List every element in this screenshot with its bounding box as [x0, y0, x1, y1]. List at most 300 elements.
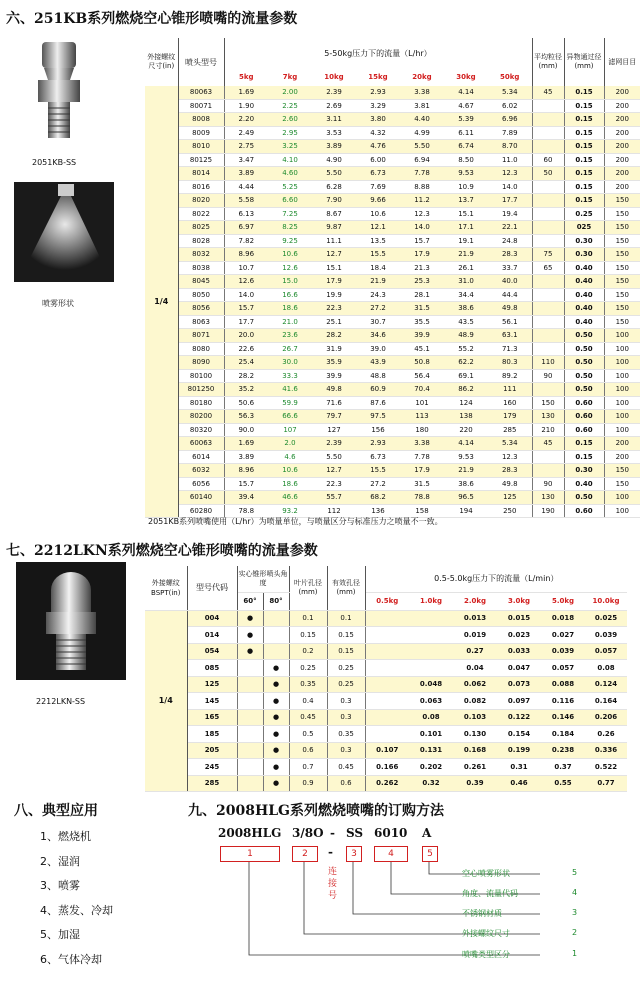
value-cell: 7.82	[224, 234, 268, 248]
model-cell: 80100	[178, 369, 224, 383]
value-cell: 49.8	[312, 383, 356, 397]
connector-label: 连接号	[328, 867, 338, 901]
value-cell: 30.0	[268, 356, 312, 370]
value-cell: 24.8	[488, 234, 532, 248]
angle-marker-cell	[237, 726, 263, 743]
value-cell: 210	[532, 423, 564, 437]
value-cell: 0.15	[289, 627, 327, 644]
pressure-header: 10kg	[312, 68, 356, 86]
value-cell: 10.9	[444, 180, 488, 194]
order-legend-text: 角度、流量代码	[462, 889, 518, 898]
model-code-cell: 285	[187, 775, 237, 792]
value-cell: 38.6	[444, 477, 488, 491]
table-row	[145, 315, 640, 329]
model-cell: 8080	[178, 342, 224, 356]
value-cell: 3.11	[312, 113, 356, 127]
value-cell: 0.168	[453, 742, 497, 759]
value-cell: 0.048	[409, 676, 453, 693]
model-cell: 8008	[178, 113, 224, 127]
value-cell: 9.25	[268, 234, 312, 248]
model-cell: 8090	[178, 356, 224, 370]
value-cell: 0.6	[327, 775, 365, 792]
value-cell: 0.116	[541, 693, 585, 710]
table-row	[145, 464, 640, 478]
angle-marker-cell: ●	[263, 660, 289, 677]
value-cell	[365, 676, 409, 693]
value-cell: 0.25	[564, 207, 604, 221]
value-cell: 0.097	[497, 693, 541, 710]
table-row	[145, 113, 640, 127]
value-cell: 7.25	[268, 207, 312, 221]
angle-marker-cell: ●	[263, 676, 289, 693]
value-cell: 56.3	[224, 410, 268, 424]
value-cell: 9.53	[444, 450, 488, 464]
value-cell: 38.6	[444, 302, 488, 316]
value-cell: 0.103	[453, 709, 497, 726]
value-cell: 26.1	[444, 261, 488, 275]
pressure-header: 0.5kg	[365, 592, 409, 610]
photo-caption-2051kb: 2051KB-SS	[32, 158, 77, 167]
value-cell: 3.38	[400, 86, 444, 99]
pressure-header: 5.0kg	[541, 592, 585, 610]
value-cell: 18.4	[356, 261, 400, 275]
value-cell: 1.69	[224, 437, 268, 451]
value-cell: 0.60	[564, 396, 604, 410]
photo-caption-2212lkn: 2212LKN-SS	[36, 697, 86, 706]
flow-table-2212lkn	[145, 566, 627, 792]
order-box-5: 5	[422, 846, 438, 862]
value-cell: 0.31	[497, 759, 541, 776]
pressure-header: 15kg	[356, 68, 400, 86]
table-row	[145, 759, 627, 776]
value-cell: 3.89	[224, 450, 268, 464]
value-cell: 0.37	[541, 759, 585, 776]
model-cell: 8014	[178, 167, 224, 181]
value-cell	[365, 660, 409, 677]
value-cell: 33.3	[268, 369, 312, 383]
order-code-part5: A	[422, 826, 432, 840]
value-cell: 6.96	[488, 113, 532, 127]
value-cell: 4.6	[268, 450, 312, 464]
table-row	[145, 369, 640, 383]
angle-marker-cell: ●	[237, 627, 263, 644]
table-row	[145, 396, 640, 410]
value-cell: 45	[532, 86, 564, 99]
header-angle-80: 80°	[263, 592, 289, 610]
value-cell	[532, 221, 564, 235]
value-cell: 0.15	[564, 153, 604, 167]
value-cell: 0.15	[564, 126, 604, 140]
value-cell: 30.7	[356, 315, 400, 329]
model-cell: 8020	[178, 194, 224, 208]
value-cell: 100	[604, 396, 640, 410]
table-row	[145, 450, 640, 464]
value-cell: 33.7	[488, 261, 532, 275]
value-cell: 0.25	[327, 676, 365, 693]
value-cell: 158	[400, 504, 444, 518]
value-cell	[532, 383, 564, 397]
table-row	[145, 437, 640, 451]
table-row	[145, 86, 640, 99]
value-cell: 8.88	[400, 180, 444, 194]
model-cell: 8028	[178, 234, 224, 248]
value-cell: 0.15	[564, 167, 604, 181]
value-cell: 19.4	[488, 207, 532, 221]
value-cell: 15.7	[224, 477, 268, 491]
value-cell: 15.0	[268, 275, 312, 289]
table-row	[145, 643, 627, 660]
value-cell: 25.3	[400, 275, 444, 289]
value-cell: 78.8	[400, 491, 444, 505]
value-cell: 17.7	[224, 315, 268, 329]
model-cell: 80063	[178, 86, 224, 99]
value-cell: 150	[604, 275, 640, 289]
value-cell: 4.44	[224, 180, 268, 194]
header-model-code: 型号代码	[187, 566, 237, 610]
value-cell: 6.11	[444, 126, 488, 140]
value-cell: 28.2	[224, 369, 268, 383]
value-cell: 127	[312, 423, 356, 437]
value-cell: 200	[604, 437, 640, 451]
value-cell: 0.40	[564, 275, 604, 289]
value-cell: 0.50	[564, 491, 604, 505]
model-cell: 60063	[178, 437, 224, 451]
application-item: 2、湿润	[40, 854, 80, 868]
value-cell: 5.50	[312, 167, 356, 181]
model-cell: 6056	[178, 477, 224, 491]
model-cell: 8032	[178, 248, 224, 262]
value-cell: 125	[488, 491, 532, 505]
value-cell: 0.146	[541, 709, 585, 726]
value-cell: 69.1	[444, 369, 488, 383]
value-cell: 150	[604, 477, 640, 491]
value-cell: 14.0	[400, 221, 444, 235]
value-cell: 0.40	[564, 477, 604, 491]
value-cell: 34.6	[356, 329, 400, 343]
value-cell: 12.1	[356, 221, 400, 235]
value-cell: 15.1	[444, 207, 488, 221]
value-cell: 12.3	[488, 450, 532, 464]
value-cell: 21.9	[444, 464, 488, 478]
value-cell: 3.81	[400, 99, 444, 113]
value-cell	[532, 180, 564, 194]
value-cell: 17.9	[312, 275, 356, 289]
value-cell: 0.27	[453, 643, 497, 660]
value-cell: 2.60	[268, 113, 312, 127]
model-cell: 8016	[178, 180, 224, 194]
value-cell: 6.97	[224, 221, 268, 235]
value-cell: 87.6	[356, 396, 400, 410]
value-cell: 31.0	[444, 275, 488, 289]
pressure-header: 10.0kg	[585, 592, 627, 610]
value-cell: 0.018	[541, 610, 585, 627]
value-cell: 0.15	[564, 180, 604, 194]
value-cell: 0.60	[564, 423, 604, 437]
value-cell: 9.87	[312, 221, 356, 235]
value-cell: 0.262	[365, 775, 409, 792]
value-cell: 3.53	[312, 126, 356, 140]
value-cell: 4.67	[444, 99, 488, 113]
value-cell: 6.73	[356, 167, 400, 181]
value-cell: 107	[268, 423, 312, 437]
model-cell: 8022	[178, 207, 224, 221]
value-cell: 0.039	[541, 643, 585, 660]
value-cell: 150	[604, 234, 640, 248]
value-cell: 0.336	[585, 742, 627, 759]
value-cell: 136	[356, 504, 400, 518]
value-cell	[532, 207, 564, 221]
value-cell: 65	[532, 261, 564, 275]
value-cell: 0.50	[564, 356, 604, 370]
photo-caption-spray: 喷雾形状	[42, 299, 74, 308]
value-cell: 0.15	[564, 99, 604, 113]
angle-marker-cell	[237, 693, 263, 710]
value-cell	[365, 726, 409, 743]
value-cell: 113	[400, 410, 444, 424]
value-cell: 100	[604, 423, 640, 437]
value-cell: 4.90	[312, 153, 356, 167]
value-cell: 10.6	[268, 248, 312, 262]
value-cell: 5.34	[488, 437, 532, 451]
table-row	[145, 153, 640, 167]
value-cell: 0.40	[564, 315, 604, 329]
model-cell: 8063	[178, 315, 224, 329]
value-cell: 285	[488, 423, 532, 437]
value-cell: 5.58	[224, 194, 268, 208]
table-row	[145, 356, 640, 370]
table-row	[145, 410, 640, 424]
table-row	[145, 99, 640, 113]
value-cell: 10.6	[268, 464, 312, 478]
model-cell: 8009	[178, 126, 224, 140]
value-cell: 180	[400, 423, 444, 437]
value-cell: 63.1	[488, 329, 532, 343]
value-cell: 25.1	[312, 315, 356, 329]
value-cell: 19.1	[444, 234, 488, 248]
angle-marker-cell	[237, 742, 263, 759]
value-cell: 0.32	[409, 775, 453, 792]
value-cell: 7.90	[312, 194, 356, 208]
value-cell: 0.15	[564, 113, 604, 127]
value-cell: 0.7	[289, 759, 327, 776]
value-cell: 0.107	[365, 742, 409, 759]
thread-size-cell: 1/4	[145, 610, 187, 792]
value-cell: 35.2	[224, 383, 268, 397]
value-cell: 56.4	[400, 369, 444, 383]
value-cell	[365, 627, 409, 644]
value-cell: 100	[604, 383, 640, 397]
value-cell: 150	[532, 396, 564, 410]
model-cell: 6032	[178, 464, 224, 478]
value-cell: 0.60	[564, 504, 604, 518]
value-cell	[532, 342, 564, 356]
table-row	[145, 726, 627, 743]
model-code-cell: 205	[187, 742, 237, 759]
value-cell: 200	[604, 180, 640, 194]
order-legend-number: 4	[572, 888, 578, 897]
value-cell: 89.2	[488, 369, 532, 383]
value-cell: 14.0	[224, 288, 268, 302]
value-cell: 0.2	[289, 643, 327, 660]
model-cell: 80071	[178, 99, 224, 113]
value-cell: 28.3	[488, 248, 532, 262]
model-cell: 8010	[178, 140, 224, 154]
table-row	[145, 693, 627, 710]
value-cell: 6.60	[268, 194, 312, 208]
table-row	[145, 775, 627, 792]
order-legend-text: 外接螺纹尺寸	[462, 929, 510, 938]
value-cell: 0.015	[497, 610, 541, 627]
value-cell: 26.7	[268, 342, 312, 356]
value-cell: 59.9	[268, 396, 312, 410]
value-cell: 22.3	[312, 302, 356, 316]
value-cell: 62.2	[444, 356, 488, 370]
header-thread: 外接螺纹尺寸(in)	[145, 38, 178, 86]
value-cell: 5.34	[488, 86, 532, 99]
value-cell: 0.50	[564, 342, 604, 356]
value-cell: 200	[604, 167, 640, 181]
order-box-dash: -	[328, 845, 333, 859]
value-cell: 0.033	[497, 643, 541, 660]
section8-title: 八、典型应用	[14, 803, 98, 819]
value-cell: 66.6	[268, 410, 312, 424]
value-cell: 93.2	[268, 504, 312, 518]
value-cell	[532, 450, 564, 464]
value-cell: 22.3	[312, 477, 356, 491]
value-cell: 100	[604, 369, 640, 383]
application-item: 5、加湿	[40, 928, 80, 941]
value-cell	[532, 329, 564, 343]
value-cell: 110	[532, 356, 564, 370]
value-cell: 4.60	[268, 167, 312, 181]
table-row	[145, 742, 627, 759]
value-cell: 2.93	[356, 437, 400, 451]
table-row	[145, 167, 640, 181]
model-code-cell: 245	[187, 759, 237, 776]
pressure-header: 2.0kg	[453, 592, 497, 610]
value-cell	[532, 464, 564, 478]
value-cell: 0.3	[327, 742, 365, 759]
value-cell: 0.4	[289, 693, 327, 710]
model-cell: 8045	[178, 275, 224, 289]
value-cell: 0.15	[564, 86, 604, 99]
value-cell: 0.062	[453, 676, 497, 693]
value-cell: 0.238	[541, 742, 585, 759]
value-cell: 55.2	[444, 342, 488, 356]
value-cell: 6.73	[356, 450, 400, 464]
value-cell: 40.0	[488, 275, 532, 289]
value-cell: 130	[532, 491, 564, 505]
application-item: 6、气体冷却	[40, 952, 102, 966]
value-cell: 0.522	[585, 759, 627, 776]
value-cell: 45.1	[400, 342, 444, 356]
angle-marker-cell: ●	[237, 643, 263, 660]
value-cell: 200	[604, 113, 640, 127]
value-cell	[409, 643, 453, 660]
value-cell: 49.8	[488, 302, 532, 316]
value-cell: 100	[604, 329, 640, 343]
model-code-cell: 185	[187, 726, 237, 743]
value-cell: 75	[532, 248, 564, 262]
table-row	[145, 221, 640, 235]
value-cell: 0.130	[453, 726, 497, 743]
value-cell	[365, 643, 409, 660]
value-cell: 3.29	[356, 99, 400, 113]
value-cell: 0.15	[564, 437, 604, 451]
value-cell: 100	[604, 410, 640, 424]
pressure-header: 20kg	[400, 68, 444, 86]
value-cell: 48.9	[444, 329, 488, 343]
value-cell: 200	[604, 86, 640, 99]
value-cell: 179	[488, 410, 532, 424]
value-cell	[532, 315, 564, 329]
angle-marker-cell	[237, 660, 263, 677]
model-cell: 8050	[178, 288, 224, 302]
value-cell: 0.04	[453, 660, 497, 677]
value-cell: 0.047	[497, 660, 541, 677]
value-cell: 10.6	[356, 207, 400, 221]
value-cell	[532, 113, 564, 127]
value-cell: 10.7	[224, 261, 268, 275]
table-row	[145, 140, 640, 154]
order-legend-text: 喷嘴类型区分	[462, 950, 510, 959]
value-cell	[532, 275, 564, 289]
application-list	[40, 828, 113, 975]
value-cell: 200	[604, 153, 640, 167]
value-cell: 11.2	[400, 194, 444, 208]
value-cell: 31.5	[400, 302, 444, 316]
value-cell	[365, 709, 409, 726]
value-cell: 68.2	[356, 491, 400, 505]
value-cell: 11.0	[488, 153, 532, 167]
order-legend-number: 5	[572, 868, 578, 877]
value-cell: 0.057	[541, 660, 585, 677]
value-cell: 23.6	[268, 329, 312, 343]
value-cell	[365, 610, 409, 627]
value-cell: 8.96	[224, 464, 268, 478]
value-cell: 13.5	[356, 234, 400, 248]
model-cell: 60280	[178, 504, 224, 518]
model-cell: 6014	[178, 450, 224, 464]
value-cell: 0.50	[564, 383, 604, 397]
value-cell: 9.66	[356, 194, 400, 208]
value-cell: 0.206	[585, 709, 627, 726]
model-code-cell: 125	[187, 676, 237, 693]
value-cell: 2.93	[356, 86, 400, 99]
angle-marker-cell	[237, 676, 263, 693]
value-cell: 0.6	[289, 742, 327, 759]
value-cell: 124	[444, 396, 488, 410]
value-cell: 11.1	[312, 234, 356, 248]
value-cell: 0.3	[327, 693, 365, 710]
value-cell: 44.4	[488, 288, 532, 302]
value-cell: 0.057	[585, 643, 627, 660]
value-cell: 0.55	[541, 775, 585, 792]
angle-marker-cell: ●	[237, 610, 263, 627]
value-cell: 0.15	[564, 450, 604, 464]
angle-marker-cell	[263, 610, 289, 627]
table-row	[145, 477, 640, 491]
value-cell: 200	[604, 450, 640, 464]
model-cell: 60140	[178, 491, 224, 505]
value-cell: 100	[604, 356, 640, 370]
angle-marker-cell: ●	[263, 759, 289, 776]
value-cell: 5.25	[268, 180, 312, 194]
value-cell: 55.7	[312, 491, 356, 505]
value-cell: 17.7	[488, 194, 532, 208]
value-cell: 56.1	[488, 315, 532, 329]
value-cell: 5.50	[312, 450, 356, 464]
